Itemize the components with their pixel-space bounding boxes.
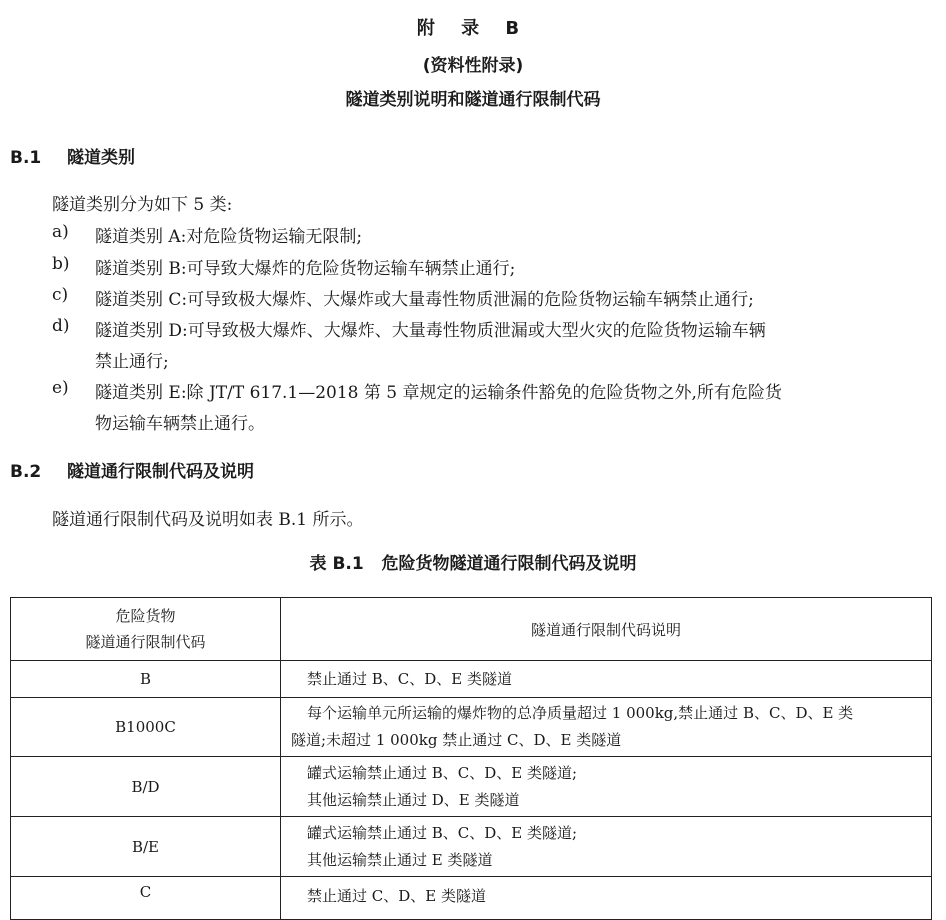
table-row	[11, 877, 932, 920]
desc-cell	[281, 757, 932, 817]
header-code-cell	[11, 598, 281, 661]
section-b2-number: B.2	[10, 462, 42, 482]
list-marker: e)	[52, 378, 69, 398]
table-row	[11, 698, 932, 757]
list-text: 隧道类别 A:对危险货物运输无限制;	[95, 227, 363, 247]
section-b1-heading	[10, 143, 135, 168]
desc-line: 禁止通过 C、D、E 类隧道	[307, 887, 486, 905]
desc-cell	[281, 877, 932, 920]
desc-cell	[281, 698, 932, 757]
desc-cell	[281, 817, 932, 877]
desc-line: 罐式运输禁止通过 B、C、D、E 类隧道;	[307, 823, 578, 842]
header-desc-cell: 隧道通行限制代码说明	[281, 598, 932, 661]
desc-line: 其他运输禁止通过 E 类隧道	[307, 850, 493, 869]
restriction-code-table	[10, 597, 932, 920]
table-row	[11, 661, 932, 698]
list-text: 隧道类别 B:可导致大爆炸的危险货物运输车辆禁止通行;	[95, 259, 516, 279]
section-b2-intro: 隧道通行限制代码及说明如表 B.1 所示。	[52, 510, 364, 530]
section-b1-intro: 隧道类别分为如下 5 类:	[52, 195, 233, 215]
header-code-line1: 危险货物	[115, 607, 176, 625]
appendix-title: 隧道类别说明和隧道通行限制代码	[345, 90, 601, 110]
list-text-continued: 物运输车辆禁止通行。	[95, 414, 265, 434]
header-code-line2: 隧道通行限制代码	[85, 633, 206, 651]
list-text-continued: 禁止通行;	[95, 352, 169, 372]
appendix-label: 附 录 B	[416, 18, 530, 39]
list-text: 隧道类别 D:可导致极大爆炸、大爆炸、大量毒性物质泄漏或大型火灾的危险货物运输车辆	[95, 321, 766, 341]
code-cell: C	[11, 877, 281, 920]
table-row	[11, 757, 932, 817]
desc-cell	[281, 661, 932, 698]
desc-line: 其他运输禁止通过 D、E 类隧道	[307, 790, 520, 809]
appendix-note: (资料性附录)	[422, 56, 524, 76]
section-b2-heading	[10, 457, 254, 482]
list-text: 隧道类别 E:除 JT/T 617.1—2018 第 5 章规定的运输条件豁免的危险货物之外,所有危险货	[95, 383, 782, 403]
desc-line: 隧道;未超过 1 000kg 禁止通过 C、D、E 类隧道	[291, 731, 622, 749]
table-header-row	[11, 598, 932, 661]
code-cell: B	[11, 661, 281, 698]
list-marker: b)	[52, 254, 70, 274]
section-b1-title: 隧道类别	[67, 148, 135, 168]
table-caption: 表 B.1 危险货物隧道通行限制代码及说明	[309, 554, 637, 574]
list-marker: d)	[52, 316, 70, 336]
list-marker: a)	[52, 222, 69, 242]
desc-line: 每个运输单元所运输的爆炸物的总净质量超过 1 000kg,禁止通过 B、C、D、E 类	[307, 704, 854, 722]
code-cell: B/E	[11, 817, 281, 877]
desc-line: 罐式运输禁止通过 B、C、D、E 类隧道;	[307, 763, 578, 782]
section-b2-title: 隧道通行限制代码及说明	[67, 462, 254, 482]
table-row	[11, 817, 932, 877]
desc-line: 禁止通过 B、C、D、E 类隧道	[307, 669, 513, 688]
code-cell: B1000C	[11, 698, 281, 757]
list-marker: c)	[52, 285, 69, 305]
code-cell: B/D	[11, 757, 281, 817]
list-text: 隧道类别 C:可导致极大爆炸、大爆炸或大量毒性物质泄漏的危险货物运输车辆禁止通行;	[95, 290, 754, 310]
section-b1-number: B.1	[10, 148, 42, 168]
